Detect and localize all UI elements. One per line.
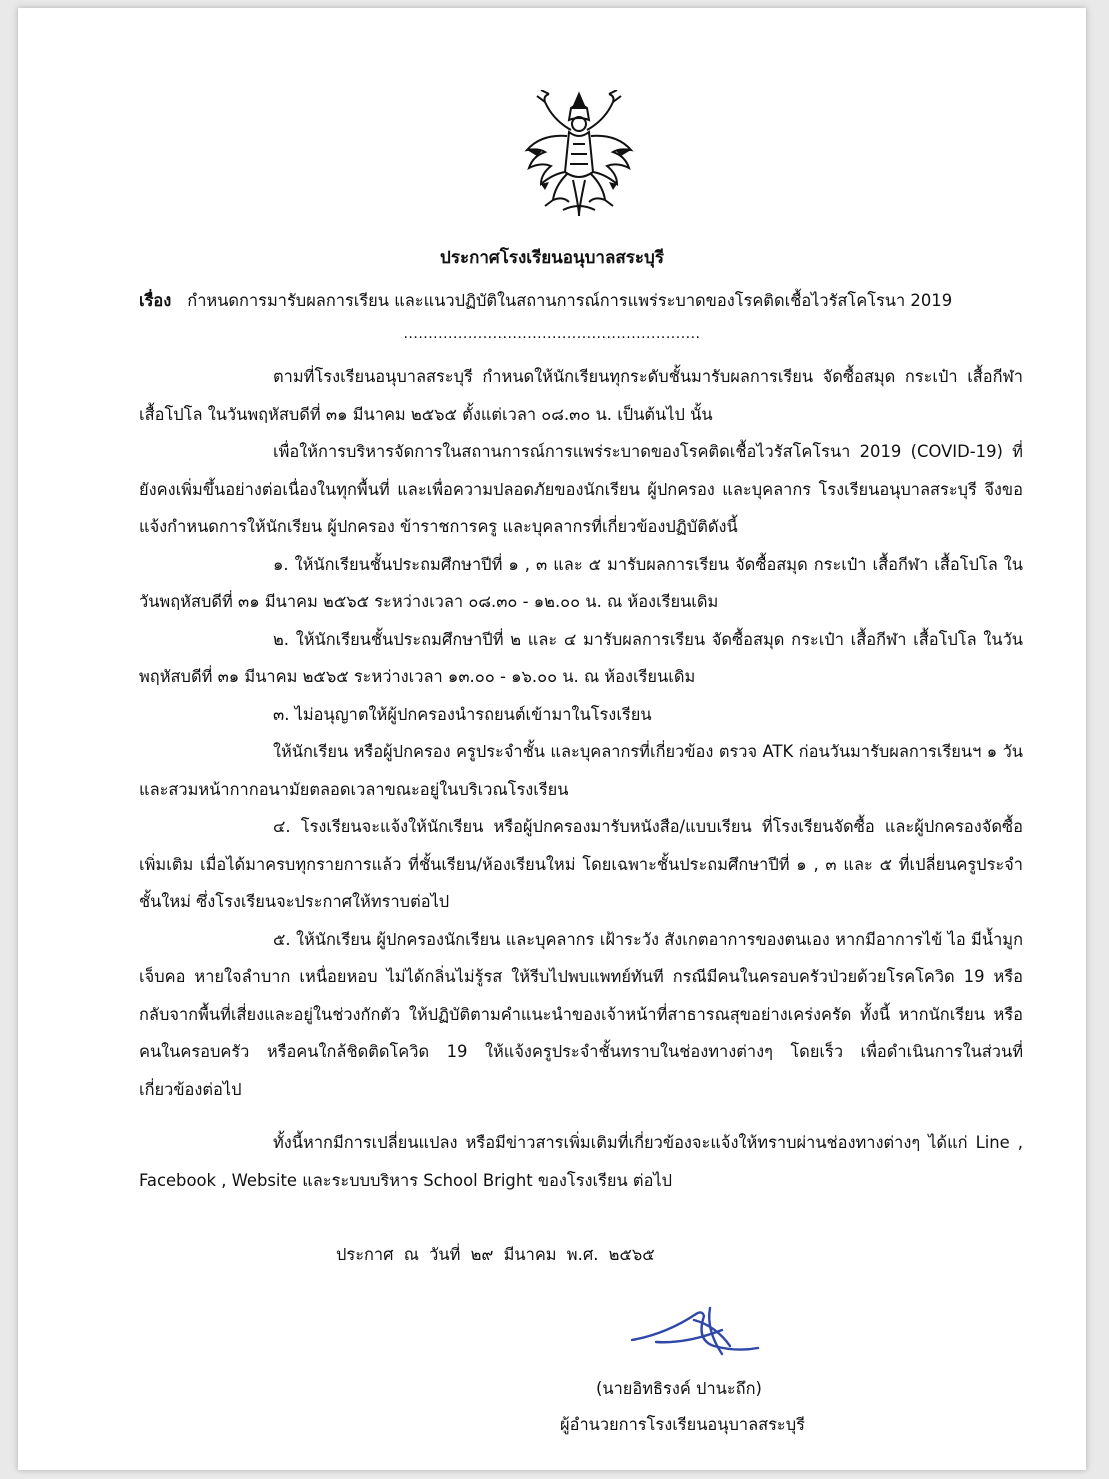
paragraph-item-1: ๑. ให้นักเรียนชั้นประถมศึกษาปีที่ ๑ , ๓ และ ๕ มารับผลการเรียน จัดซื้อสมุด กระเป๋า เสื้อกีฬา เสื้อโปโล ในวันพฤหัสบดีที่ ๓๑ มีนาคม ๒๕๖๕ ระหว่างเวลา ๐๘.๓๐ - ๑๒.๐๐ น. ณ ห้องเรียนเดิม	[139, 554, 1023, 611]
paragraph-item-5: ๕. ให้นักเรียน ผู้ปกครองนักเรียน และบุคลากร เฝ้าระวัง สังเกตอาการของตนเอง หากมีอาการไข้ ไอ มีน้ำมูก เจ็บคอ หายใจลำบาก เหนื่อยหอบ ไม่ได้กลิ่นไม่รู้รส ให้รีบไปพบแพทย์ทันที กรณีมีคนในครอบครัวป่วยด้วยโรคโควิด 19 หรือกลับจากพื้นที่เสี่ยงและอยู่ในช่วงกักตัว ให้ปฏิบัติตามคำแนะนำของเจ้าหน้าที่สาธารณสุขอย่างเคร่งครัด ทั้งนี้ หากนักเรียน หรือคนในครอบครัว หรือคนใกล้ชิดติดโควิด 19 ให้แจ้งครูประจำชั้นทราบในช่องทางต่างๆ โดยเร็ว เพื่อดำเนินการในส่วนที่เกี่ยวข้องต่อไป	[139, 929, 1023, 1099]
paragraph-closing-note: ทั้งนี้หากมีการเปลี่ยนแปลง หรือมีข่าวสารเพิ่มเติมที่เกี่ยวข้องจะแจ้งให้ทราบผ่านช่องทางต่างๆ ได้แก่ Line , Facebook , Website และระบบบริหาร School Bright ของโรงเรียน ต่อไป	[139, 1133, 1023, 1190]
paragraph-item-4: ๔. โรงเรียนจะแจ้งให้นักเรียน หรือผู้ปกครองมารับหนังสือ/แบบเรียน ที่โรงเรียนจัดซื้อ และผู้ปกครองจัดซื้อเพิ่มเติม เมื่อได้มาครบทุกรายการแล้ว ที่ชั้นเรียน/ห้องเรียนใหม่ โดยเฉพาะชั้นประถมศึกษาปีที่ ๑ , ๓ และ ๕ ที่เปลี่ยนครูประจำชั้นใหม่ ซึ่งโรงเรียนจะประกาศให้ทราบต่อไป	[139, 817, 1023, 911]
paragraph-intro: ตามที่โรงเรียนอนุบาลสระบุรี กำหนดให้นักเรียนทุกระดับชั้นมารับผลการเรียน จัดซื้อสมุด กระเป๋า เสื้อกีฬา เสื้อโปโล ในวันพฤหัสบดีที่ ๓๑ มีนาคม ๒๕๖๕ ตั้งแต่เวลา ๐๘.๓๐ น. เป็นต้นไป นั้น	[139, 367, 1023, 424]
document-title: ประกาศโรงเรียนอนุบาลสระบุรี	[440, 248, 664, 268]
garuda-emblem-icon	[523, 90, 635, 218]
body-text	[139, 358, 1023, 1199]
paragraph-purpose: เพื่อให้การบริหารจัดการในสถานการณ์การแพร่ระบาดของโรคติดเชื้อไวรัสโคโรนา 2019 (COVID-19) ที่ยังคงเพิ่มขึ้นอย่างต่อเนื่องในทุกพื้นที่ และเพื่อความปลอดภัยของนักเรียน ผู้ปกครอง และบุคลากร โรงเรียนอนุบาลสระบุรี จึงขอแจ้งกำหนดการให้นักเรียน ผู้ปกครอง ข้าราชการครู และบุคลากรที่เกี่ยวข้องปฏิบัติดังนี้	[139, 442, 1023, 536]
subject-text: กำหนดการมารับผลการเรียน และแนวปฏิบัติในสถานการณ์การแพร่ระบาดของโรคติดเชื้อไวรัสโคโรนา 2019	[187, 291, 953, 310]
divider-dots: ............................................................	[403, 326, 701, 342]
paragraph-item-3: ๓. ไม่อนุญาตให้ผู้ปกครองนำรถยนต์เข้ามาในโรงเรียน	[273, 704, 652, 724]
announcement-date: ประกาศ ณ วันที่ ๒๙ มีนาคม พ.ศ. ๒๕๖๕	[336, 1245, 655, 1264]
document-page	[18, 8, 1086, 1470]
signer-title: ผู้อำนวยการโรงเรียนอนุบาลสระบุรี	[560, 1415, 805, 1434]
paragraph-atk-note: ให้นักเรียน หรือผู้ปกครอง ครูประจำชั้น และบุคลากรที่เกี่ยวข้อง ตรวจ ATK ก่อนวันมารับผลการเรียนฯ ๑ วัน และสวมหน้ากากอนามัยตลอดเวลาขณะอยู่ในบริเวณโรงเรียน	[139, 742, 1023, 799]
subject-label: เรื่อง	[139, 291, 172, 310]
paragraph-item-2: ๒. ให้นักเรียนชั้นประถมศึกษาปีที่ ๒ และ ๔ มารับผลการเรียน จัดซื้อสมุด กระเป๋า เสื้อกีฬา เสื้อโปโล ในวันพฤหัสบดีที่ ๓๑ มีนาคม ๒๕๖๕ ระหว่างเวลา ๑๓.๐๐ - ๑๖.๐๐ น. ณ ห้องเรียนเดิม	[139, 629, 1023, 686]
handwritten-signature-icon	[626, 1300, 766, 1360]
signer-name: (นายอิทธิรงค์ ปานะถึก)	[596, 1379, 762, 1398]
subject-line	[139, 288, 1039, 314]
